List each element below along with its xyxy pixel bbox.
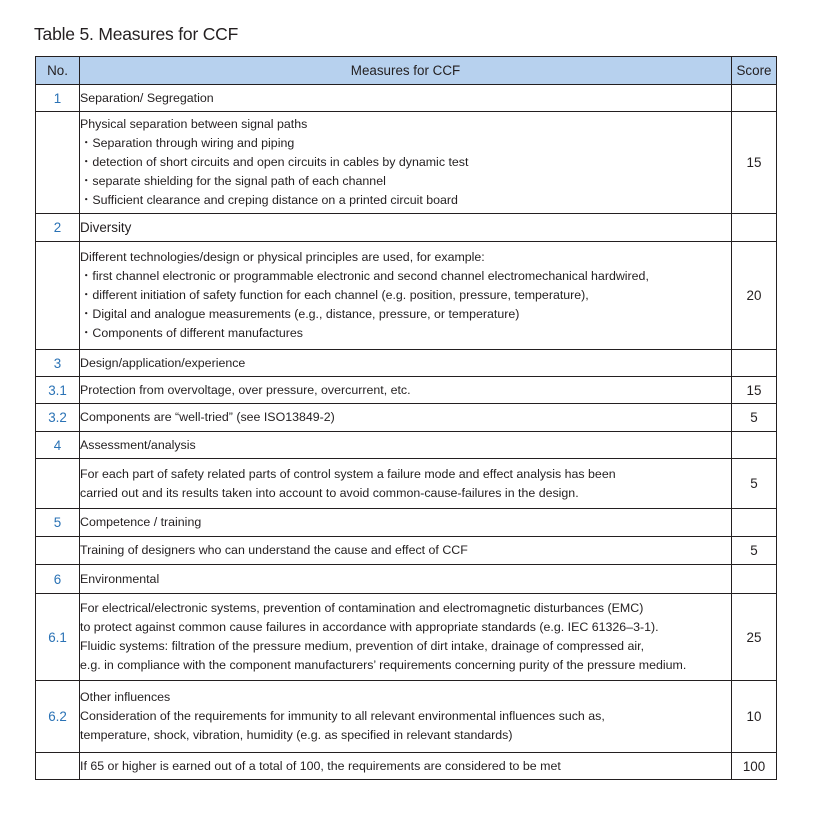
measure-line: ・Sufficient clearance and creping distance on a printed circuit board (80, 193, 458, 207)
table-title: Table 5. Measures for CCF (34, 24, 239, 44)
table-row (36, 242, 777, 350)
row-number (36, 537, 80, 565)
row-score (732, 350, 777, 377)
measure-line: ・Components of different manufactures (80, 326, 303, 340)
table-row (36, 753, 777, 780)
table-row (36, 432, 777, 459)
measure-line: Consideration of the requirements for immunity to all relevant environmental influences such as, (80, 709, 605, 723)
row-measure (80, 350, 732, 377)
table-row (36, 509, 777, 537)
row-score: 5 (732, 404, 777, 432)
measure-line: ・first channel electronic or programmable electronic and second channel electromechanical hardwired, (80, 269, 649, 283)
row-number: 3 (36, 350, 80, 377)
measure-line: Components are “well-tried” (see ISO13849-2) (80, 410, 335, 424)
row-score: 25 (732, 594, 777, 681)
row-measure (80, 112, 732, 214)
row-score: 15 (732, 377, 777, 404)
measure-line: Other influences (80, 690, 171, 704)
row-score (732, 214, 777, 242)
table-row (36, 565, 777, 594)
row-measure (80, 85, 732, 112)
row-number (36, 459, 80, 509)
row-score: 15 (732, 112, 777, 214)
row-measure (80, 594, 732, 681)
measure-line: ・different initiation of safety function for each channel (e.g. position, pressure, temperature), (80, 288, 589, 302)
row-score (732, 85, 777, 112)
header-measures: Measures for CCF (80, 57, 732, 85)
measure-line: ・separate shielding for the signal path of each channel (80, 174, 386, 188)
row-number: 6.1 (36, 594, 80, 681)
measure-line: Design/application/experience (80, 355, 246, 370)
table-row (36, 404, 777, 432)
row-measure (80, 565, 732, 594)
row-score (732, 509, 777, 537)
measure-line: ・Digital and analogue measurements (e.g., distance, pressure, or temperature) (80, 307, 520, 321)
table-row (36, 350, 777, 377)
row-number: 3.1 (36, 377, 80, 404)
row-score: 20 (732, 242, 777, 350)
row-score (732, 432, 777, 459)
measure-line: For each part of safety related parts of control system a failure mode and effect analysis has been (80, 466, 616, 481)
row-measure (80, 242, 732, 350)
measure-line: Different technologies/design or physical principles are used, for example: (80, 250, 485, 264)
table-header-row (36, 57, 777, 85)
table-row (36, 85, 777, 112)
measure-line: Separation/ Segregation (80, 90, 214, 105)
row-score: 10 (732, 681, 777, 753)
row-measure (80, 537, 732, 565)
row-measure (80, 432, 732, 459)
measure-line: Protection from overvoltage, over pressure, overcurrent, etc. (80, 382, 411, 397)
row-number: 5 (36, 509, 80, 537)
row-number (36, 753, 80, 780)
row-number (36, 112, 80, 214)
row-measure (80, 214, 732, 242)
measure-line: Fluidic systems: filtration of the pressure medium, prevention of dirt intake, drainage of compressed air, (80, 639, 645, 653)
table-row (36, 459, 777, 509)
measure-line: ・detection of short circuits and open circuits in cables by dynamic test (80, 155, 469, 169)
row-score: 5 (732, 537, 777, 565)
measure-line: ・Separation through wiring and piping (80, 136, 295, 150)
measure-line: If 65 or higher is earned out of a total of 100, the requirements are considered to be met (80, 758, 561, 773)
row-number: 2 (36, 214, 80, 242)
measure-line: temperature, shock, vibration, humidity (e.g. as specified in relevant standards) (80, 728, 513, 742)
row-score (732, 565, 777, 594)
ccf-measures-table (35, 56, 777, 780)
row-measure (80, 509, 732, 537)
row-number: 4 (36, 432, 80, 459)
measure-line: Diversity (80, 220, 132, 235)
measure-line: Environmental (80, 571, 160, 586)
measure-line: e.g. in compliance with the component manufacturers’ requirements concerning purity of the pressure medium. (80, 658, 687, 672)
table-row (36, 112, 777, 214)
table-row (36, 681, 777, 753)
table-row (36, 594, 777, 681)
row-measure (80, 459, 732, 509)
measure-line: Training of designers who can understand the cause and effect of CCF (80, 543, 468, 557)
row-measure (80, 404, 732, 432)
table-row (36, 214, 777, 242)
header-no: No. (36, 57, 80, 85)
row-number (36, 242, 80, 350)
header-score: Score (732, 57, 777, 85)
row-measure (80, 377, 732, 404)
measure-line: Assessment/analysis (80, 437, 196, 452)
measure-line: Competence / training (80, 515, 202, 529)
row-number: 6 (36, 565, 80, 594)
row-number: 3.2 (36, 404, 80, 432)
measure-line: carried out and its results taken into account to avoid common-cause-failures in the design. (80, 485, 579, 500)
row-number: 1 (36, 85, 80, 112)
measure-line: Physical separation between signal paths (80, 117, 308, 131)
table-row (36, 537, 777, 565)
row-measure (80, 681, 732, 753)
row-score: 5 (732, 459, 777, 509)
row-score: 100 (732, 753, 777, 780)
row-number: 6.2 (36, 681, 80, 753)
table-row (36, 377, 777, 404)
row-measure (80, 753, 732, 780)
measure-line: to protect against common cause failures in accordance with appropriate standards (e.g. IEC 61326–3-1). (80, 620, 659, 634)
measure-line: For electrical/electronic systems, prevention of contamination and electromagnetic disturbances (EMC) (80, 601, 644, 615)
